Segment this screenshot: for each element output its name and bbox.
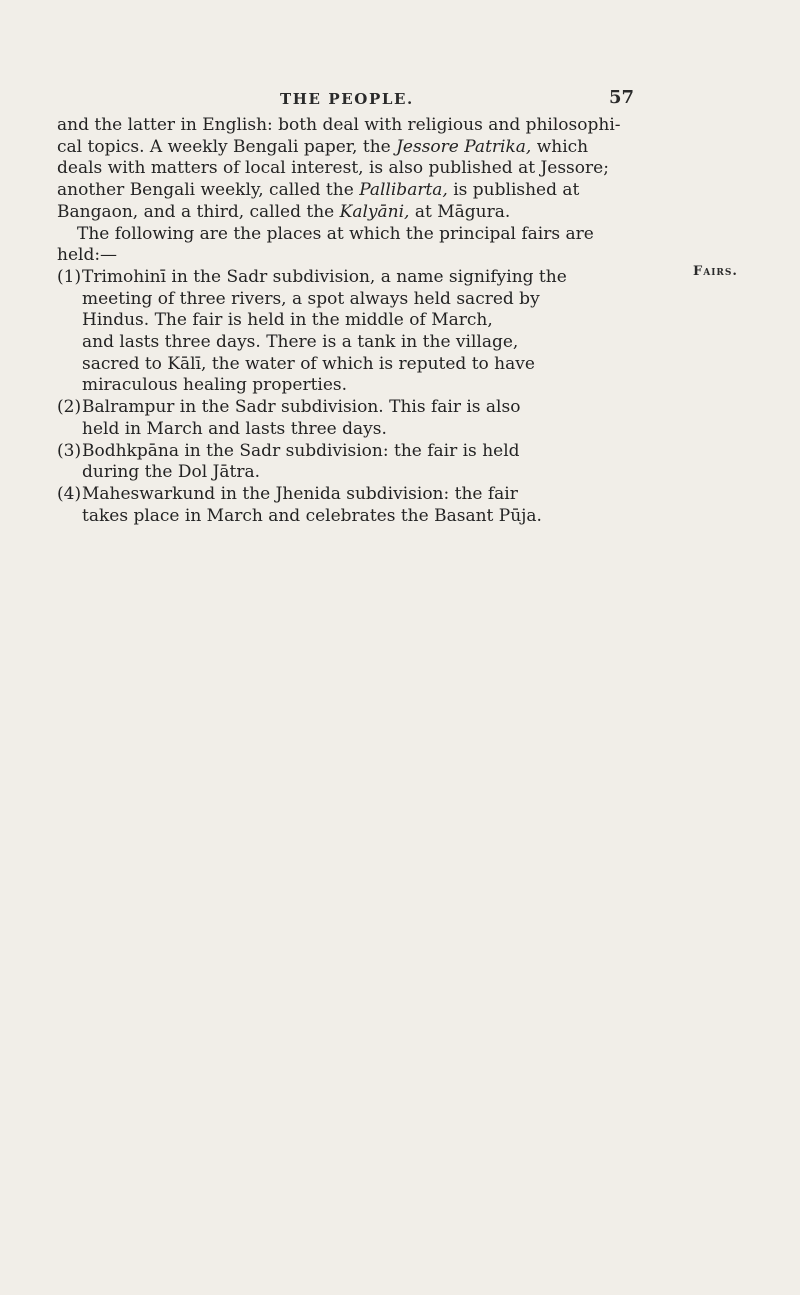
fairs-list (57, 267, 640, 527)
text-line: Balrampur in the Sadr subdivision. This fair is also (82, 397, 521, 418)
text-line: Hindus. The fair is held in the middle of March, (82, 310, 493, 331)
text-line: during the Dol Jātra. (82, 462, 261, 483)
text-line: and lasts three days. There is a tank in the village, (82, 332, 519, 353)
text-line: miraculous healing properties. (82, 375, 348, 396)
list-number: (1) (57, 266, 82, 287)
paragraph-fairs-intro (57, 224, 640, 267)
running-head (0, 87, 800, 110)
newspaper-title: Pallibarta, (359, 180, 448, 201)
newspaper-title: Kalyāni, (339, 201, 410, 222)
list-item (57, 267, 640, 397)
text-line: deals with matters of local interest, is also published at Jessore; (57, 158, 609, 179)
list-number: (2) (57, 397, 82, 418)
paragraph-newspapers (57, 115, 640, 224)
newspaper-title: Jessore Patrika, (396, 136, 532, 157)
text-line: sacred to Kālī, the water of which is reputed to have (82, 353, 535, 374)
text-line: held:— (57, 245, 118, 266)
page-number: 57 (609, 87, 635, 108)
list-item (57, 441, 640, 484)
text-line: Bangaon, and a third, called the Kalyāni, at Māgura. (57, 201, 511, 222)
list-number: (4) (57, 483, 82, 504)
list-number: (3) (57, 440, 82, 461)
text-line: Maheswarkund in the Jhenida subdivision: the fair (82, 483, 518, 504)
text-line: takes place in March and celebrates the Basant Pūja. (82, 505, 542, 526)
text-line: meeting of three rivers, a spot always held sacred by (82, 288, 540, 309)
margin-note-fairs: Fairs. (693, 264, 738, 279)
text-line: Bodhkpāna in the Sadr subdivision: the fair is held (82, 440, 520, 461)
body-text (57, 115, 640, 527)
list-item (57, 397, 640, 440)
text-line: cal topics. A weekly Bengali paper, the Jessore Patrika, which (57, 136, 589, 157)
text-line: Trimohinī in the Sadr subdivision, a name signifying the (82, 266, 567, 287)
text-line: held in March and lasts three days. (82, 418, 387, 439)
text-line: The following are the places at which the principal fairs are (77, 223, 594, 244)
running-title: THE PEOPLE. (280, 90, 414, 108)
text-line: another Bengali weekly, called the Pallibarta, is published at (57, 180, 580, 201)
list-item (57, 484, 640, 527)
text-line: and the latter in English: both deal with religious and philosophi- (57, 115, 621, 135)
